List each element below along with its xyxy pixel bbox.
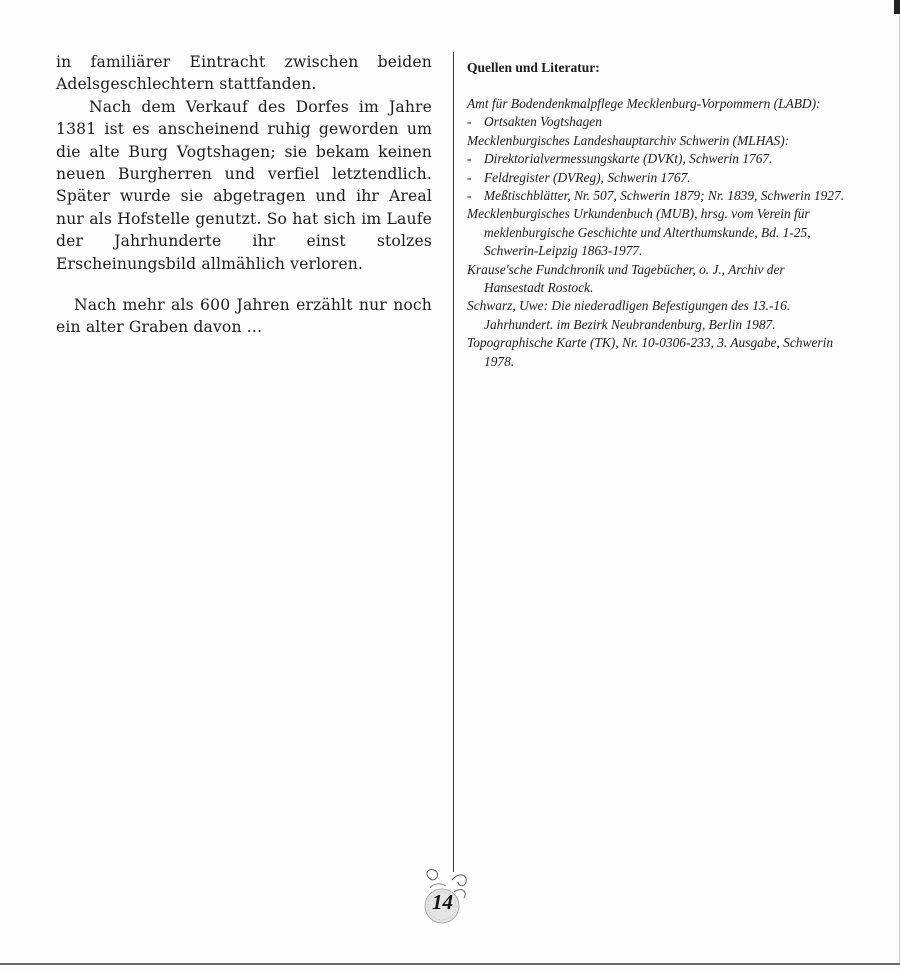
paragraph-closing: Nach mehr als 600 Jahren erzählt nur noch ein alter Graben davon ... <box>56 296 432 337</box>
sources-column <box>467 60 847 371</box>
page-number: 14 <box>432 890 453 914</box>
source-subitem: - Direktorialvermessungskarte (DVKt), Schwerin 1767. <box>467 150 847 168</box>
source-entry-tk: Topographische Karte (TK), Nr. 10-0306-233, 3. Ausgabe, Schwerin 1978. <box>467 335 834 369</box>
list-dash: - <box>467 151 472 167</box>
source-entry-labd: Amt für Bodendenkmalpflege Mecklenburg-Vorpommern (LABD): <box>467 96 821 111</box>
scan-edge-mark <box>894 0 900 14</box>
source-entry-mlhas: Mecklenburgisches Landeshauptarchiv Schwerin (MLHAS): <box>467 132 790 148</box>
source-entry-schwarz: Schwarz, Uwe: Die niederadligen Befestigungen des 13.-16. Jahrhundert. im Bezirk Neubrandenburg, Berlin 1987. <box>467 298 791 332</box>
column-divider <box>453 52 454 872</box>
paragraph-continuation: in familiärer Eintracht zwischen beiden Adelsgeschlechtern stattfanden. <box>56 53 432 94</box>
source-subitem: - Ortsakten Vogtshagen <box>467 113 847 131</box>
paragraph-sale-of-village: Nach dem Verkauf des Dorfes im Jahre 1381 ist es anscheinend ruhig geworden um die alte Burg Vogtshagen; sie bekam keinen neuen Burgherren und verfiel letztendlich. Später wurde sie abgetragen und ihr Areal nur als Hofstelle genutzt. So hat sich im Laufe der Jahrhunderte ihr einst stolzes Erscheinungsbild allmählich verloren. <box>56 97 432 273</box>
list-dash: - <box>467 114 472 130</box>
source-entry-krause: Krause'sche Fundchronik und Tagebücher, o. J., Archiv der Hansestadt Rostock. <box>467 261 785 296</box>
source-entry-mub: Mecklenburgisches Urkundenbuch (MUB), hrsg. vom Verein für meklenburgische Geschichte und Alterthumskunde, Bd. 1-25, Schwerin-Leipzig 1863-1977. <box>467 206 811 259</box>
source-subitem: - Feldregister (DVReg), Schwerin 1767. <box>467 169 847 187</box>
page-number-ornament <box>418 866 478 926</box>
list-dash: - <box>467 169 472 185</box>
scan-edge-bottom <box>0 963 900 965</box>
list-dash: - <box>467 188 472 204</box>
sources-heading: Quellen und Literatur: <box>467 60 600 75</box>
main-text-column <box>56 51 432 339</box>
source-subitem: - Meßtischblätter, Nr. 507, Schwerin 1879; Nr. 1839, Schwerin 1927. <box>467 187 847 205</box>
